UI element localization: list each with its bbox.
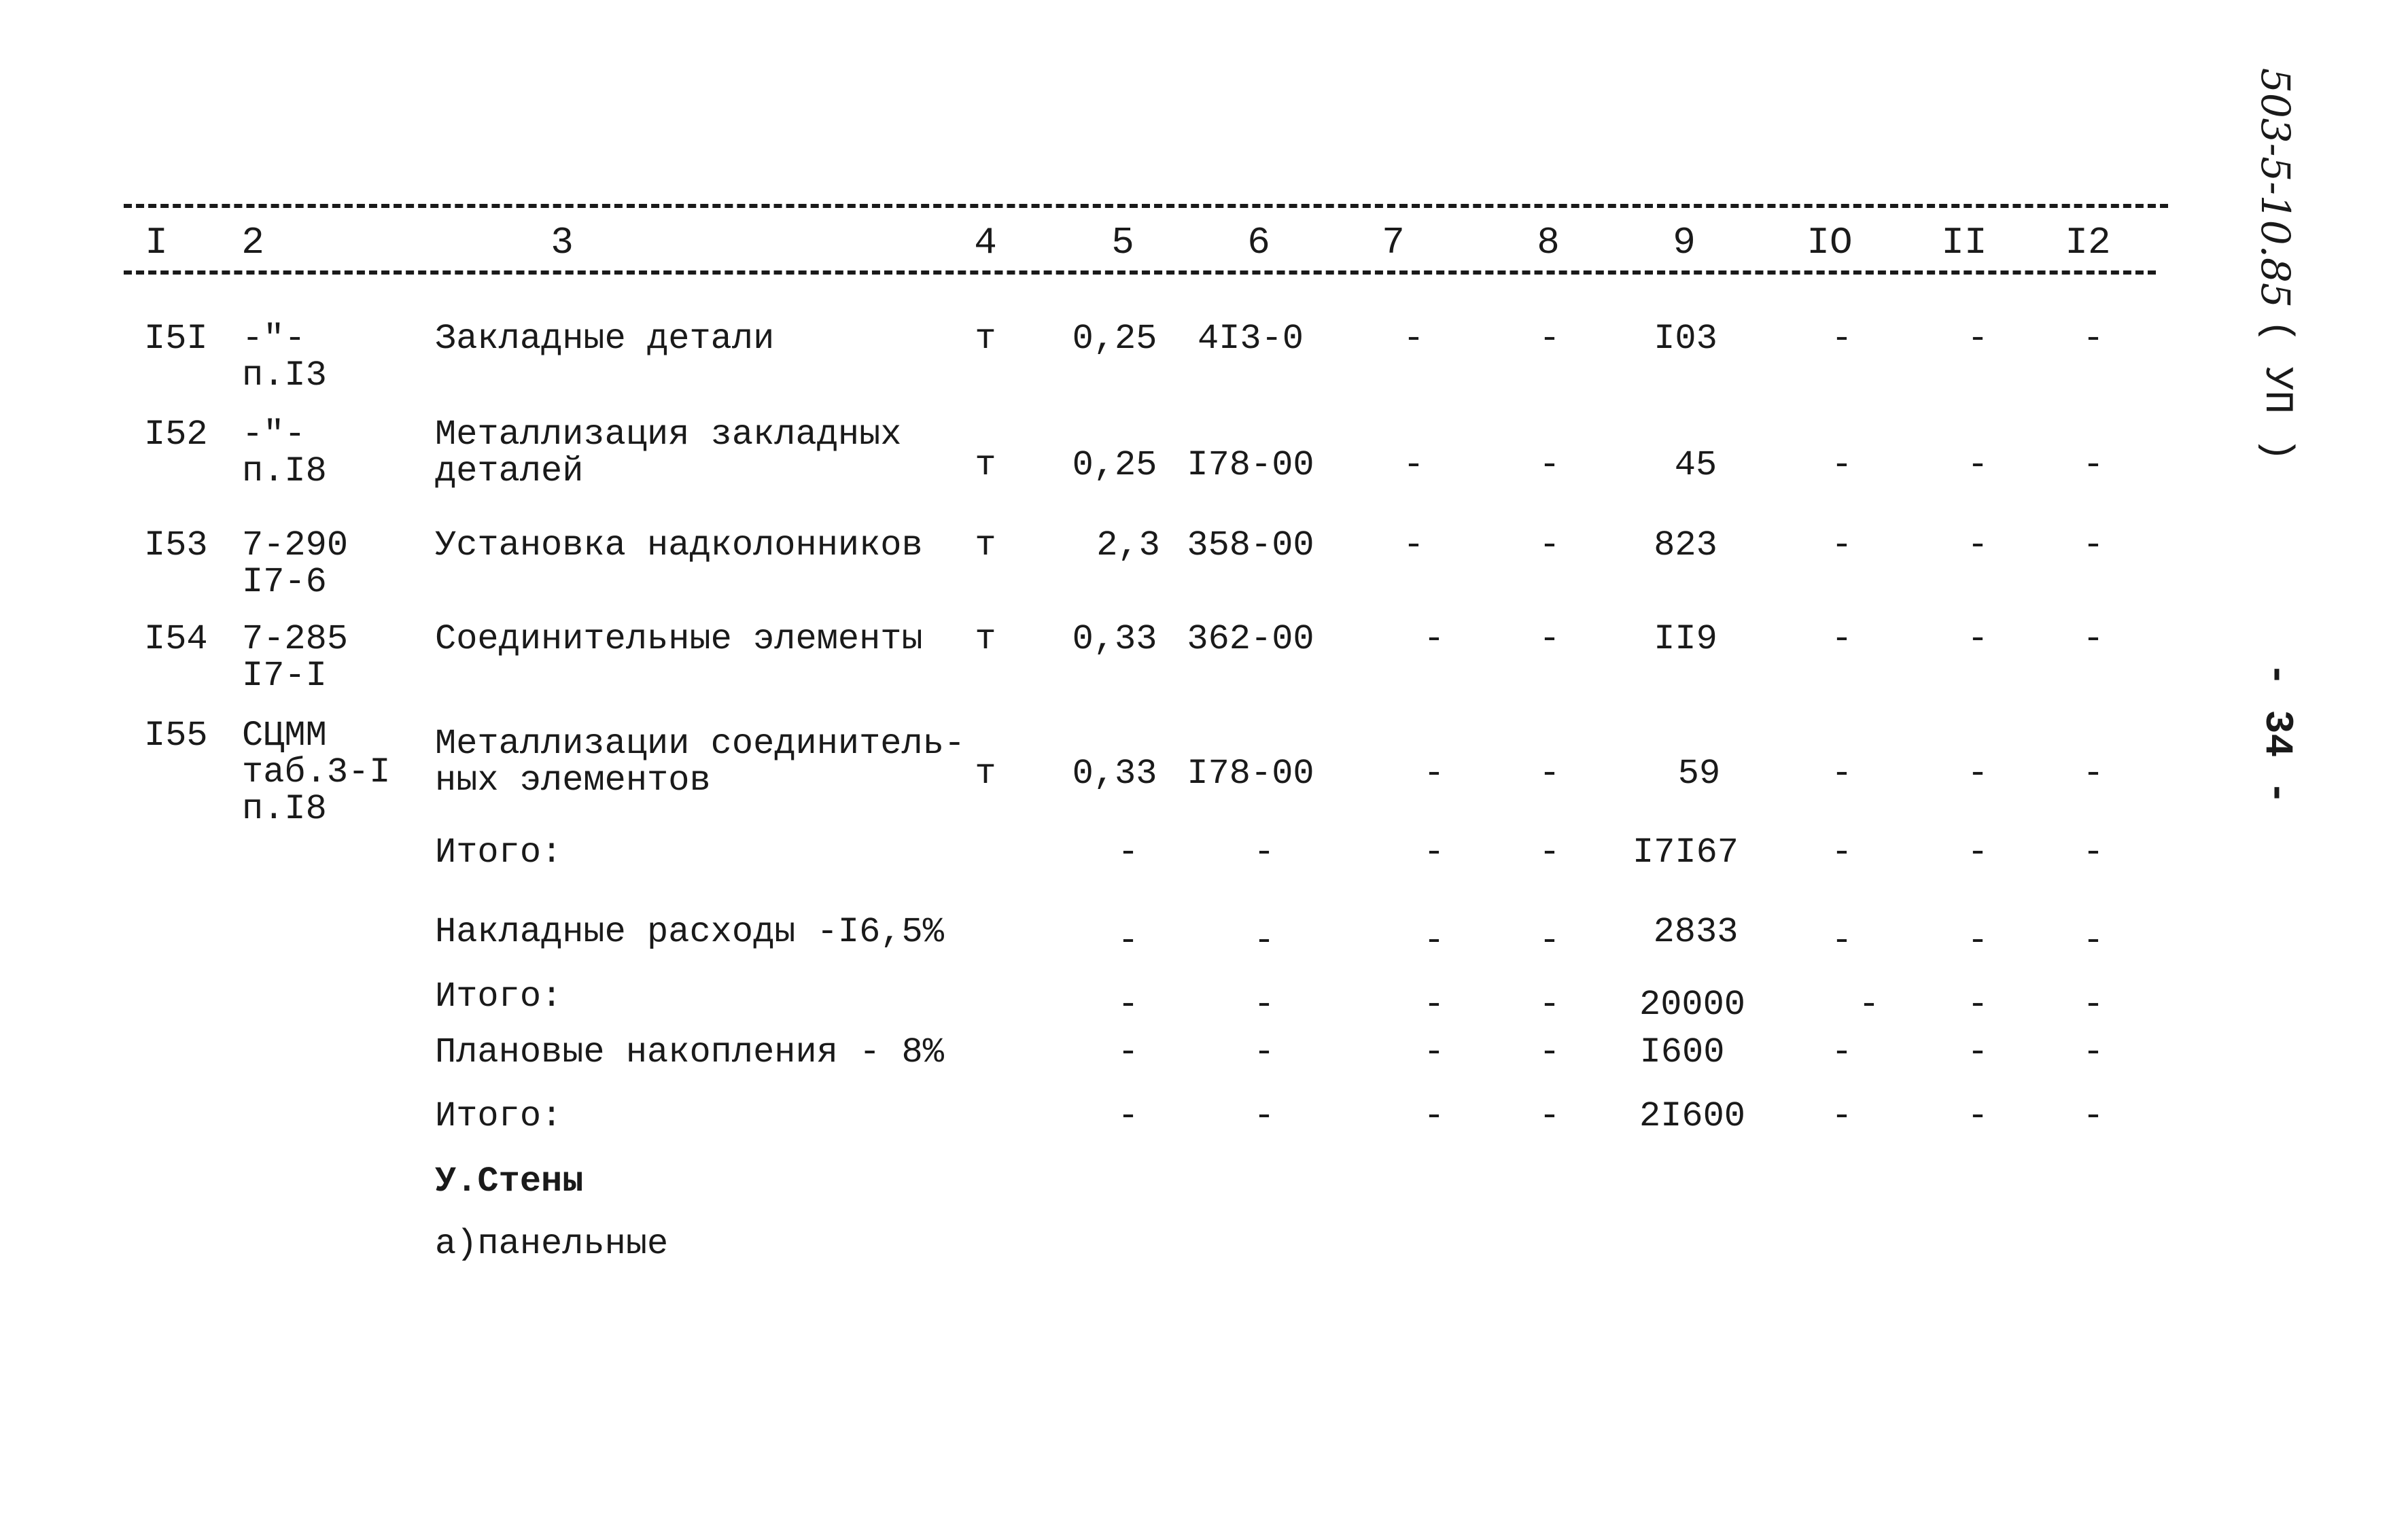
planned-savings-c10: - bbox=[1831, 1032, 1853, 1072]
subtotal-c7: - bbox=[1423, 985, 1445, 1025]
totals-c9: I7I67 bbox=[1632, 832, 1739, 873]
grand-total-c7: - bbox=[1423, 1096, 1445, 1136]
planned-savings-c5: - bbox=[1117, 1032, 1139, 1072]
row-qty: 0,25 bbox=[1072, 319, 1157, 359]
row-c12: - bbox=[2082, 445, 2104, 485]
header-bottom-rule bbox=[124, 270, 2156, 275]
overhead-c9: 2833 bbox=[1653, 912, 1739, 952]
row-basis: 7-290 I7-6 bbox=[242, 525, 349, 602]
row-qty: 2,3 bbox=[1096, 525, 1160, 565]
grand-total-c12: - bbox=[2082, 1096, 2104, 1136]
overhead-c6: - bbox=[1253, 921, 1275, 961]
col-header-8: 8 bbox=[1537, 221, 1560, 264]
planned-savings-c12: - bbox=[2082, 1032, 2104, 1072]
row-c7: - bbox=[1403, 319, 1425, 359]
page-number: - 34 - bbox=[2254, 663, 2299, 805]
planned-savings-c11: - bbox=[1967, 1032, 1989, 1072]
row-unit: т bbox=[975, 525, 996, 565]
row-basis: 7-285 I7-I bbox=[242, 619, 349, 696]
overhead-c10: - bbox=[1831, 921, 1853, 961]
subtotal-c11: - bbox=[1967, 985, 1989, 1025]
row-c8: - bbox=[1539, 754, 1560, 794]
row-unit: т bbox=[975, 619, 996, 659]
row-c9: 45 bbox=[1674, 445, 1717, 485]
row-name: Металлизация закладных деталей bbox=[435, 415, 902, 491]
row-price: 4I3-0 bbox=[1197, 319, 1304, 359]
row-c8: - bbox=[1539, 445, 1560, 485]
col-header-10: IO bbox=[1807, 221, 1853, 264]
overhead-c5: - bbox=[1117, 921, 1139, 961]
col-header-9: 9 bbox=[1673, 221, 1696, 264]
row-c7: - bbox=[1423, 754, 1445, 794]
row-price: I78-00 bbox=[1187, 754, 1314, 794]
row-c7: - bbox=[1423, 619, 1445, 659]
col-header-11: II bbox=[1941, 221, 1987, 264]
subtotal-c12: - bbox=[2082, 985, 2104, 1025]
col-header-7: 7 bbox=[1382, 221, 1405, 264]
row-c11: - bbox=[1967, 619, 1989, 659]
grand-total-c6: - bbox=[1253, 1096, 1275, 1136]
subtotal-label: Итого: bbox=[435, 977, 563, 1017]
totals-c8: - bbox=[1539, 832, 1560, 873]
overhead-c12: - bbox=[2082, 921, 2104, 961]
row-name: Закладные детали bbox=[435, 319, 775, 359]
row-c10: - bbox=[1831, 525, 1853, 565]
col-header-3: 3 bbox=[551, 221, 574, 264]
grand-total-c8: - bbox=[1539, 1096, 1560, 1136]
col-header-12: I2 bbox=[2065, 221, 2111, 264]
grand-total-c10: - bbox=[1831, 1096, 1853, 1136]
subtotal-c10: - bbox=[1858, 985, 1880, 1025]
row-unit: т bbox=[975, 445, 996, 485]
grand-total-c11: - bbox=[1967, 1096, 1989, 1136]
grand-total-c9: 2I600 bbox=[1639, 1096, 1746, 1136]
row-c10: - bbox=[1831, 754, 1853, 794]
row-c12: - bbox=[2082, 619, 2104, 659]
row-name: Металлизации соединитель- ных элементов bbox=[435, 724, 966, 801]
row-c7: - bbox=[1403, 445, 1425, 485]
subtotal-c8: - bbox=[1539, 985, 1560, 1025]
row-c8: - bbox=[1539, 619, 1560, 659]
document-code: 503-5-10.85 bbox=[2252, 68, 2299, 308]
row-c12: - bbox=[2082, 754, 2104, 794]
row-c11: - bbox=[1967, 754, 1989, 794]
planned-savings-c8: - bbox=[1539, 1032, 1560, 1072]
col-header-6: 6 bbox=[1247, 221, 1270, 264]
totals-label: Итого: bbox=[435, 832, 563, 873]
planned-savings-label: Плановые накопления - 8% bbox=[435, 1032, 944, 1072]
col-header-2: 2 bbox=[241, 221, 264, 264]
grand-total-c5: - bbox=[1117, 1096, 1139, 1136]
row-unit: т bbox=[975, 319, 996, 359]
row-c10: - bbox=[1831, 319, 1853, 359]
row-number: I52 bbox=[144, 415, 208, 455]
totals-c6: - bbox=[1253, 832, 1275, 873]
totals-c7: - bbox=[1423, 832, 1445, 873]
row-basis: -"- п.I8 bbox=[242, 415, 327, 491]
row-unit: т bbox=[975, 754, 996, 794]
planned-savings-c6: - bbox=[1253, 1032, 1275, 1072]
row-price: 362-00 bbox=[1187, 619, 1314, 659]
col-header-5: 5 bbox=[1111, 221, 1134, 264]
planned-savings-c7: - bbox=[1423, 1032, 1445, 1072]
row-number: I55 bbox=[144, 716, 208, 756]
row-c9: 823 bbox=[1654, 525, 1717, 565]
row-number: I54 bbox=[144, 619, 208, 659]
header-top-rule bbox=[124, 204, 2168, 208]
row-qty: 0,33 bbox=[1072, 754, 1157, 794]
totals-c10: - bbox=[1831, 832, 1853, 873]
overhead-c7: - bbox=[1423, 921, 1445, 961]
overhead-c8: - bbox=[1539, 921, 1560, 961]
col-header-4: 4 bbox=[974, 221, 997, 264]
section-subtitle: а)панельные bbox=[435, 1224, 669, 1264]
row-price: 358-00 bbox=[1187, 525, 1314, 565]
row-basis: -"- п.I3 bbox=[242, 319, 327, 396]
row-qty: 0,33 bbox=[1072, 619, 1157, 659]
row-c7: - bbox=[1403, 525, 1425, 565]
section-title: У.Стены bbox=[435, 1161, 584, 1202]
row-c8: - bbox=[1539, 525, 1560, 565]
row-c12: - bbox=[2082, 319, 2104, 359]
overhead-c11: - bbox=[1967, 921, 1989, 961]
row-basis: СЦММ таб.3-I п.I8 bbox=[242, 716, 391, 829]
subtotal-c6: - bbox=[1253, 985, 1275, 1025]
row-c9: 59 bbox=[1677, 754, 1721, 794]
totals-c5: - bbox=[1117, 832, 1139, 873]
row-c9: II9 bbox=[1654, 619, 1717, 659]
row-c11: - bbox=[1967, 525, 1989, 565]
col-header-1: I bbox=[145, 221, 168, 264]
row-number: I5I bbox=[144, 319, 208, 359]
row-c11: - bbox=[1967, 319, 1989, 359]
row-c8: - bbox=[1539, 319, 1560, 359]
grand-total-label: Итого: bbox=[435, 1096, 563, 1136]
subtotal-c9: 20000 bbox=[1639, 985, 1746, 1025]
row-c10: - bbox=[1831, 619, 1853, 659]
row-c9: I03 bbox=[1654, 319, 1717, 359]
row-price: I78-00 bbox=[1187, 445, 1314, 485]
row-c10: - bbox=[1831, 445, 1853, 485]
planned-savings-c9: I600 bbox=[1639, 1032, 1725, 1072]
row-c11: - bbox=[1967, 445, 1989, 485]
totals-c11: - bbox=[1967, 832, 1989, 873]
totals-c12: - bbox=[2082, 832, 2104, 873]
row-name: Соединительные элементы bbox=[435, 619, 923, 659]
volume-label: ( УП ) bbox=[2254, 319, 2299, 461]
row-qty: 0,25 bbox=[1072, 445, 1157, 485]
row-c12: - bbox=[2082, 525, 2104, 565]
overhead-label: Накладные расходы -I6,5% bbox=[435, 912, 944, 952]
row-number: I53 bbox=[144, 525, 208, 565]
subtotal-c5: - bbox=[1117, 985, 1139, 1025]
row-name: Установка надколонников bbox=[435, 525, 923, 565]
